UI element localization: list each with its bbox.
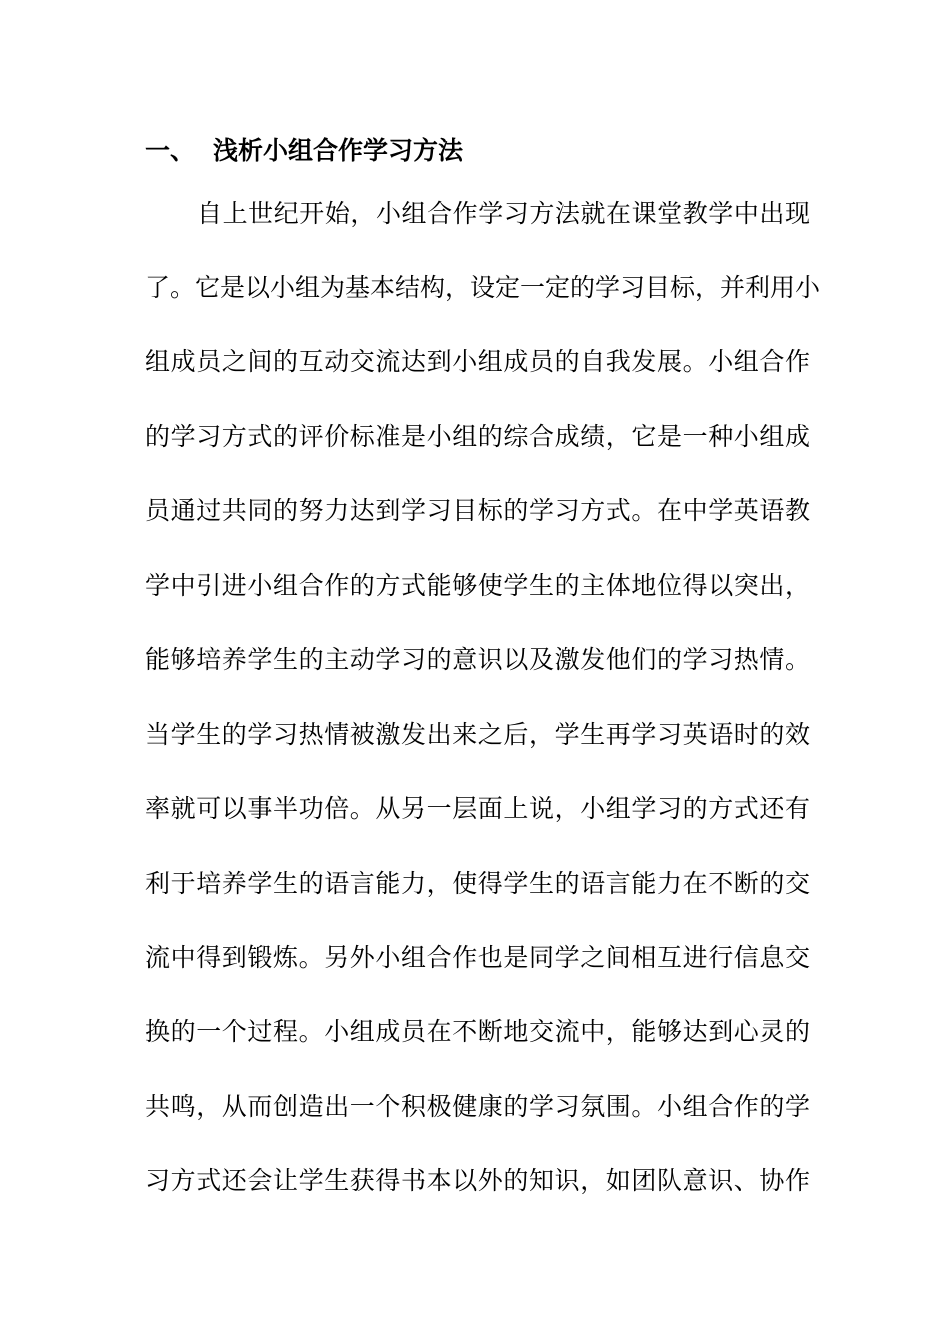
paragraph-line: 学中引进小组合作的方式能够使学生的主体地位得以突出， [145, 571, 810, 600]
paragraph-line: 共鸣，从而创造出一个积极健康的学习氛围。小组合作的学 [145, 1092, 810, 1121]
paragraph-line: 组成员之间的互动交流达到小组成员的自我发展。小组合作 [145, 347, 810, 376]
paragraph-line: 换的一个过程。小组成员在不断地交流中，能够达到心灵的 [145, 1017, 810, 1046]
paragraph-line: 习方式还会让学生获得书本以外的知识，如团队意识、协作 [145, 1166, 810, 1195]
paragraph-line: 自上世纪开始，小组合作学习方法就在课堂教学中出现 [197, 199, 810, 228]
paragraph-line: 利于培养学生的语言能力，使得学生的语言能力在不断的交 [145, 869, 810, 898]
section-number: 一、 [145, 136, 196, 165]
paragraph-line: 率就可以事半功倍。从另一层面上说，小组学习的方式还有 [145, 794, 810, 823]
paragraph-line: 的学习方式的评价标准是小组的综合成绩，它是一种小组成 [145, 422, 810, 451]
paragraph-line: 能够培养学生的主动学习的意识以及激发他们的学习热情。 [145, 645, 810, 674]
section-heading [145, 131, 463, 171]
paragraph-line: 流中得到锻炼。另外小组合作也是同学之间相互进行信息交 [145, 943, 810, 972]
paragraph-line: 员通过共同的努力达到学习目标的学习方式。在中学英语教 [145, 496, 810, 525]
section-title: 浅析小组合作学习方法 [213, 136, 464, 165]
paragraph-line: 当学生的学习热情被激发出来之后，学生再学习英语时的效 [145, 720, 810, 749]
paragraph-line: 了。它是以小组为基本结构，设定一定的学习目标，并利用小 [145, 273, 821, 302]
